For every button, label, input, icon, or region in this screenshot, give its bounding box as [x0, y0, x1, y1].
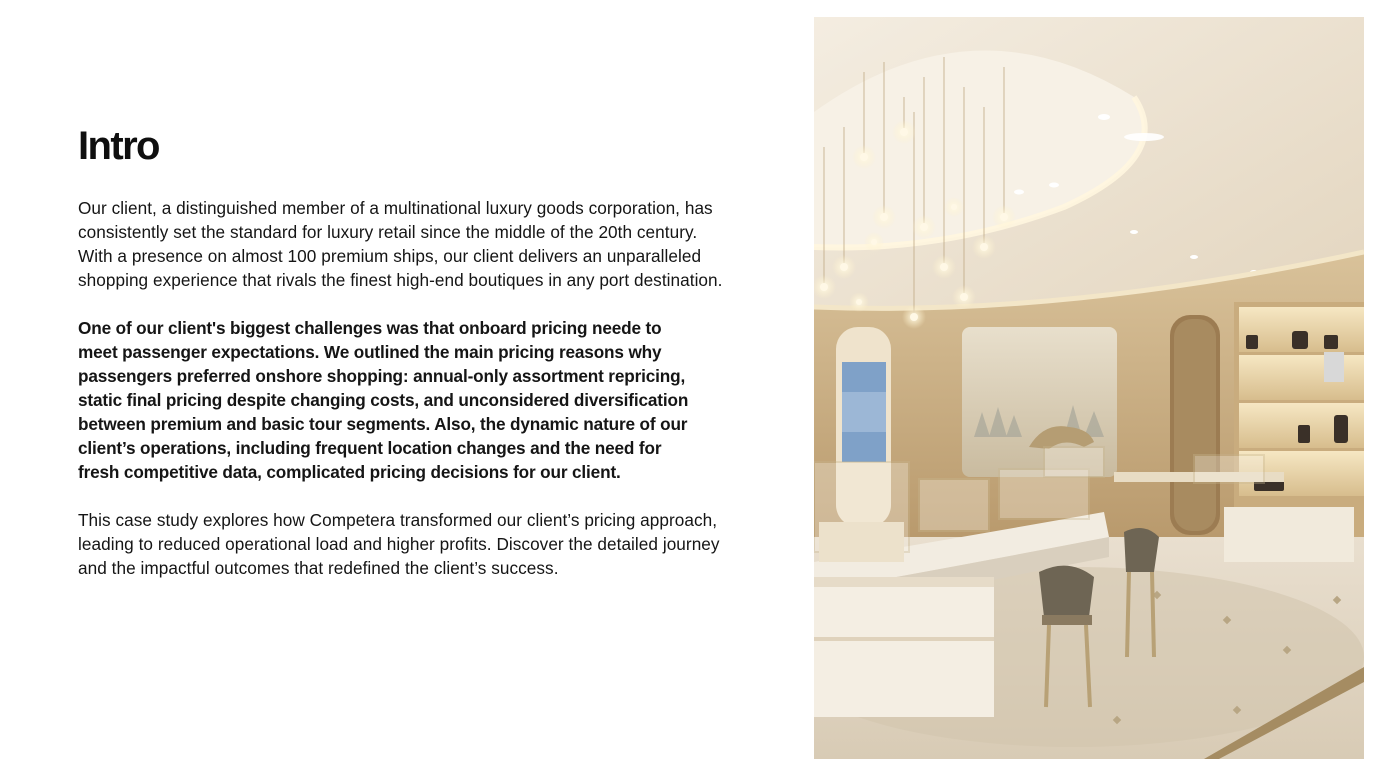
intro-paragraph-3: This case study explores how Competera transformed our client’s pricing approach, leading to reduced operational load and higher profits. Discover the detailed journey and the impactful outcomes that redefined the client’s success. — [78, 510, 720, 578]
boutique-interior-photo — [814, 17, 1364, 759]
intro-section — [78, 118, 728, 604]
intro-paragraph-2: One of our client's biggest challenges was that onboard pricing neede to meet passenger expectations. We outlined the main pricing reasons why passengers preferred onshore shopping: annual-only assortment repricing, static final pricing despite changing costs, and unconsidered diversification between premium and basic tour segments. Also, the dynamic nature of our client’s operations, including frequent location changes and the need for fresh competitive data, complicated pricing decisions for our client. — [78, 318, 689, 482]
section-title: Intro — [78, 124, 159, 168]
boutique-illustration — [814, 17, 1364, 759]
intro-paragraph-1: Our client, a distinguished member of a multinational luxury goods corporation, has consistently set the standard for luxury retail since the middle of the 20th century. With a presence on almost 100 premium ships, our client delivers an unparalleled shopping experience that rivals the finest high-end boutiques in any port destination. — [78, 198, 723, 290]
